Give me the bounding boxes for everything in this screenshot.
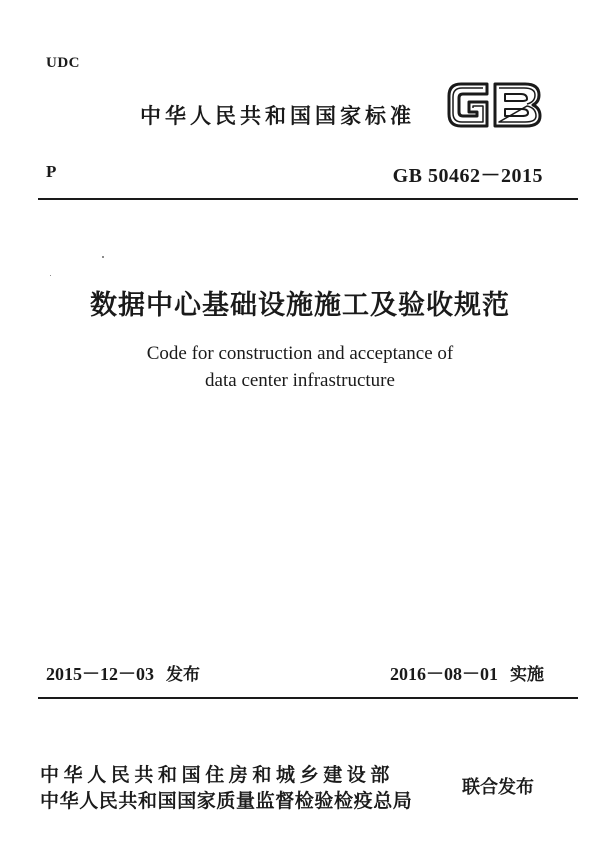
issuer-ministry-housing: 中华人民共和国住房和城乡建设部 [40,764,395,786]
udc-label: UDC [46,55,80,71]
scan-speck [50,275,51,276]
english-title-line-1: Code for construction and acceptance of [146,343,454,364]
document-title-english [0,340,600,394]
english-title-line-2: data center infrastructure [205,370,395,391]
joint-release-label: 联合发布 [462,777,534,798]
bottom-divider [38,697,578,699]
standard-type-title: 中华人民共和国国家标准 [140,104,415,128]
implementation-date-block [390,660,544,686]
implementation-date: 2016－08－01 [390,664,498,684]
issuer-aqsiq: 中华人民共和国国家质量监督检验检疫总局 [40,790,413,812]
issue-date-block [46,660,200,686]
top-divider [38,198,578,200]
document-title-chinese: 数据中心基础设施施工及验收规范 [90,290,510,321]
issue-label: 发布 [166,665,200,685]
issue-date: 2015－12－03 [46,664,154,684]
standard-category: P [46,162,57,181]
gb-logo [443,74,545,136]
standard-number: GB 50462－2015 [392,165,543,187]
scan-speck [102,256,104,258]
implementation-label: 实施 [510,665,544,685]
